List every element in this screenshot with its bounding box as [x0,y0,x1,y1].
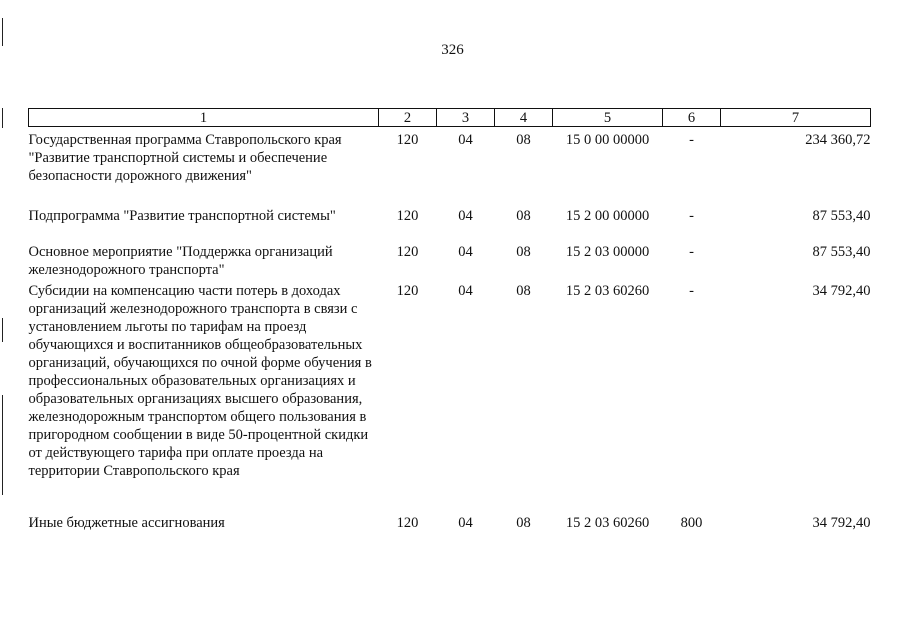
scan-mark-header [2,108,3,128]
row-subsection: 08 [516,244,531,260]
row-target-article: 15 2 00 00000 [565,208,650,224]
row-target-article: 15 2 03 00000 [565,244,650,260]
row-section: 04 [458,283,473,299]
column-header-4: 4 [495,109,553,127]
table-row [29,480,871,532]
table-row [29,279,871,480]
row-subsection: 08 [516,515,531,531]
row-target-article: 15 2 03 60260 [565,515,650,531]
column-header-1: 1 [29,109,379,127]
row-amount: 234 360,72 [805,132,871,148]
row-amount: 34 792,40 [812,515,871,531]
row-amount: 87 553,40 [812,244,871,260]
scan-mark-middle [2,318,3,342]
row-code: 120 [396,283,419,299]
row-code: 120 [396,244,419,260]
row-code: 120 [396,132,419,148]
row-section: 04 [458,208,473,224]
header-row [29,109,871,127]
table-row [29,127,871,186]
row-section: 04 [458,132,473,148]
page-number: 326 [441,42,464,58]
row-expense-type: - [689,208,694,224]
row-code: 120 [396,515,419,531]
row-expense-type: - [689,244,694,260]
row-section: 04 [458,244,473,260]
table-row [29,185,871,225]
row-name: Подпрограмма "Развитие транспортной системы" [28,208,336,224]
row-subsection: 08 [516,132,531,148]
column-header-2: 2 [379,109,437,127]
row-expense-type: - [689,132,694,148]
column-header-5: 5 [553,109,663,127]
row-expense-type: 800 [680,515,703,531]
row-subsection: 08 [516,208,531,224]
row-target-article: 15 0 00 00000 [565,132,650,148]
row-expense-type: - [689,283,694,299]
table-row [29,225,871,279]
row-amount: 34 792,40 [812,283,871,299]
row-name: Иные бюджетные ассигнования [28,515,225,531]
scan-mark-lower [2,395,3,495]
scan-mark-top [2,18,3,46]
column-header-7: 7 [721,109,871,127]
budget-table [28,108,871,532]
row-name: Основное мероприятие "Поддержка организаций железнодорожного транспорта" [28,244,333,278]
row-subsection: 08 [516,283,531,299]
row-code: 120 [396,208,419,224]
column-header-3: 3 [437,109,495,127]
row-name: Субсидии на компенсацию части потерь в доходах организаций железнодорожного транспорта в связи с установлением льготы по тарифам на проезд обучающихся и воспитанников общеобразовательных организаций, обучающихся по очной форме обучения в профессиональных образовательных организациях и образовательных организациях высшего образования, железнодорожным транспортом общего пользования в пригородном сообщении в виде 50-процентной скидки от действующего тарифа при оплате проезда на территории Ставропольского края [28,283,372,479]
row-section: 04 [458,515,473,531]
row-amount: 87 553,40 [812,208,871,224]
column-header-6: 6 [663,109,721,127]
row-name: Государственная программа Ставропольского края "Развитие транспортной системы и обеспечение безопасности дорожного движения" [28,132,342,184]
row-target-article: 15 2 03 60260 [565,283,650,299]
